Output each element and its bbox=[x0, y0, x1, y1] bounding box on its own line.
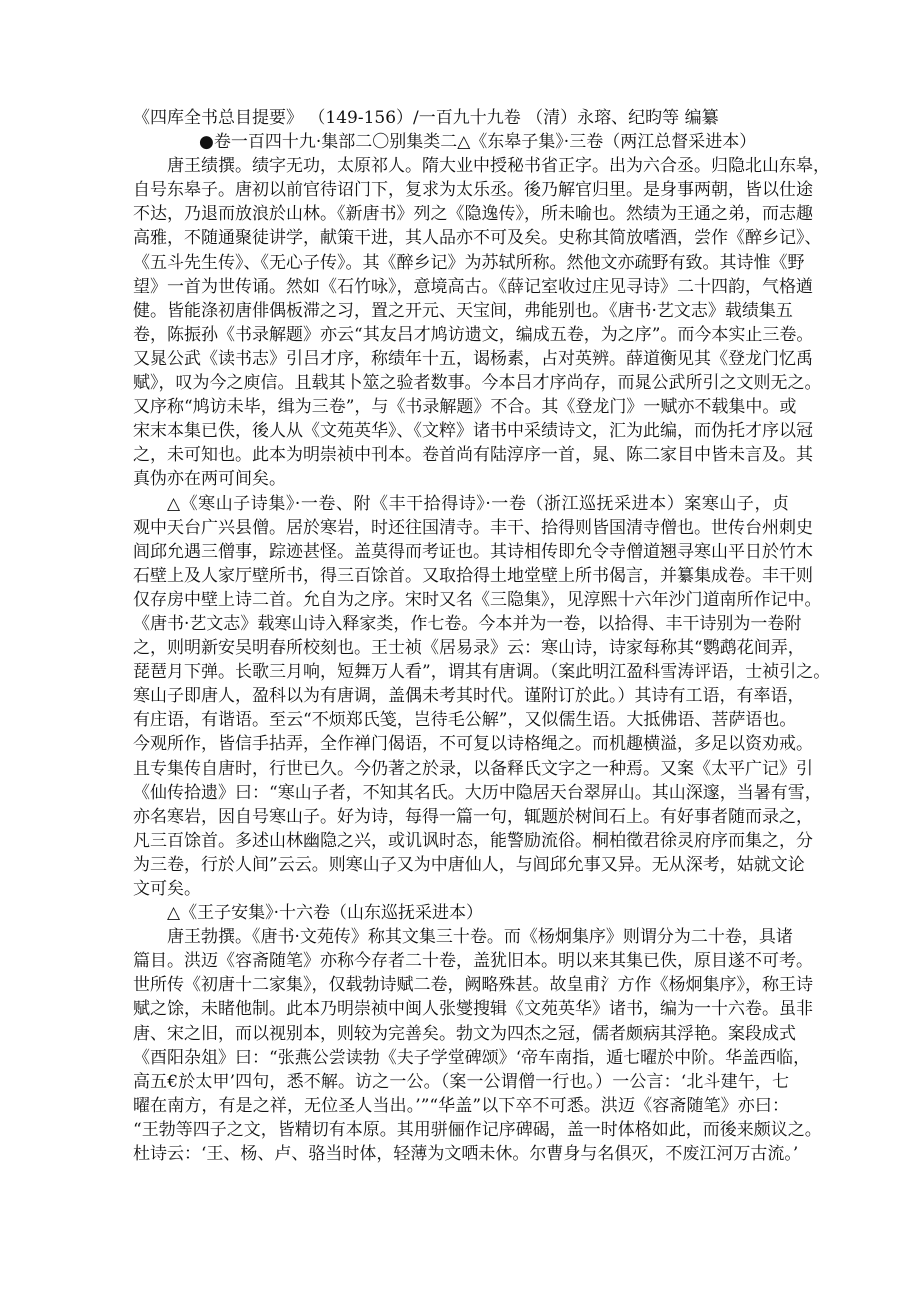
text-line: 自号东皋子。唐初以前官待诏门下，复求为太乐丞。後乃解官归里。是身事两朝，皆以仕途 bbox=[133, 180, 813, 201]
text-line: 有庄语，有谐语。至云“不烦郑氏笺，岂待毛公解”，又似儒生语。大抵佛语、菩萨语也。 bbox=[133, 710, 797, 731]
text-line: 健。皆能涤初唐俳偶板滞之习，置之开元、天宝间，弗能别也。《唐书·艺文志》载绩集五 bbox=[133, 300, 793, 321]
section-heading: ●卷一百四十九·集部二〇别集类二△《东皋子集》·三卷（两江总督采进本） bbox=[199, 132, 757, 153]
text-line: 唐、宋之旧，而以视别本，则较为完善矣。勃文为四杰之冠，儒者颇病其浮艳。案段成式 bbox=[133, 1023, 796, 1044]
text-line: 赋》，叹为今之庾信。且载其卜筮之验者数事。今本吕才序尚存，而晁公武所引之文则无之。 bbox=[133, 373, 822, 394]
text-line: 文可矣。 bbox=[133, 879, 201, 899]
text-line: 不达，乃退而放浪於山林。《新唐书》列之《隐逸传》，所未喻也。然绩为王通之弟，而志趣 bbox=[133, 204, 813, 225]
document-page bbox=[133, 106, 831, 1166]
text-line: 唐王勃撰。《唐书·文苑传》称其文集三十卷。而《杨炯集序》则谓分为二十卷，具诸 bbox=[167, 927, 793, 948]
text-line: 亦名寒岩，因自号寒山子。好为诗，每得一篇一句，辄题於树间石上。有好事者随而录之， bbox=[133, 806, 813, 827]
text-line: 琵琶月下弹。长歌三月响，短舞万人看”，谓其有唐调。（案此明江盈科雪涛评语，士祯引之。 bbox=[133, 662, 831, 683]
text-line: 凡三百馀首。多述山林幽隐之兴，或讥讽时态，能警励流俗。桐柏徵君徐灵府序而集之，分 bbox=[133, 830, 813, 851]
text-line: 唐王绩撰。绩字无功，太原祁人。隋大业中授秘书省正字。出为六合丞。归隐北山东皋， bbox=[167, 156, 830, 177]
text-line: 高雅，不随通聚徒讲学，献策干进，其人品亦不可及矣。史称其简放嗜酒，尝作《醉乡记》、 bbox=[133, 228, 822, 249]
text-line: 寒山子即唐人，盈科以为有唐调，盖偶未考其时代。谨附订於此。）其诗有工语，有率语， bbox=[133, 686, 805, 707]
text-line: 宋末本集已佚，後人从《文苑英华》、《文粹》诸书中采绩诗文，汇为此编，而伪托才序以冠 bbox=[133, 421, 813, 442]
text-line: △《王子安集》·十六卷（山东巡抚采进本） bbox=[167, 903, 483, 924]
text-line: 望》一首为世传诵。然如《石竹咏》，意境高古。《薛记室收过庄见寻诗》二十四韵，气格遒 bbox=[133, 276, 813, 297]
text-line: 曜在南方，有是之祥，无位圣人当出。’”“华盖”以下卒不可悉。洪迈《容斋随笔》亦曰： bbox=[133, 1095, 789, 1116]
text-line: 为三卷，行於人间”云云。则寒山子又为中唐仙人，与闾邱允事又异。无从深考，姑就文论 bbox=[133, 854, 805, 875]
text-line: 观中天台广兴县僧。居於寒岩，时还往国清寺。丰干、拾得则皆国清寺僧也。世传台州刺史 bbox=[133, 517, 813, 538]
text-line: 《唐书·艺文志》载寒山诗入释家类，作七卷。今本并为一卷，以拾得、丰干诗别为一卷附 bbox=[133, 613, 802, 634]
text-line: 又晁公武《读书志》引吕才序，称绩年十五，谒杨素，占对英辨。薛道衡见其《登龙门忆禹 bbox=[133, 348, 813, 369]
text-line: 闾邱允遇三僧事，踪迹甚怪。盖莫得而考证也。其诗相传即允令寺僧道翘寻寒山平日於竹木 bbox=[133, 541, 813, 562]
text-line: 又序称“鸠访未毕，缉为三卷”，与《书录解题》不合。其《登龙门》一赋亦不载集中。或 bbox=[133, 397, 797, 418]
document-header: 《四库全书总目提要》 （149-156）/一百九十九卷 （清）永瑢、纪昀等 编纂 bbox=[133, 108, 719, 128]
text-line: 高五€於太甲’四句，悉不解。访之一公。（案一公谓僧一行也。）一公言：‘北斗建午，七 bbox=[133, 1071, 789, 1092]
text-line: 赋之馀，未睹他制。此本乃明崇祯中闽人张燮搜辑《文苑英华》诸书，编为一十六卷。虽非 bbox=[133, 999, 813, 1020]
text-line: 仅存房中壁上诗二首。允自为之序。宋时又名《三隐集》，见淳熙十六年沙门道南所作记中。 bbox=[133, 589, 822, 610]
document-body bbox=[133, 154, 831, 1166]
text-line: 且专集传自唐时，行世已久。今仍著之於录，以备释氏文字之一种焉。又案《太平广记》引 bbox=[133, 758, 813, 779]
text-line: 之，未可知也。此本为明崇祯中刊本。卷首尚有陆淳序一首，晁、陈二家目中皆未言及。其 bbox=[133, 445, 813, 466]
text-line: △《寒山子诗集》·一卷、附《丰干拾得诗》·一卷（浙江巡抚采进本）案寒山子，贞 bbox=[167, 493, 789, 514]
text-line: 石壁上及人家厅壁所书，得三百馀首。又取拾得土地堂壁上所书偈言，并纂集成卷。丰干则 bbox=[133, 565, 813, 586]
text-line: 《仙传拾遗》曰：“寒山子者，不知其名氏。大历中隐居天台翠屏山。其山深邃，当暑有雪， bbox=[133, 782, 822, 803]
text-line: 篇目。洪迈《容斋随笔》亦称今存者二十卷，盖犹旧本。明以来其集已佚，原目遂不可考。 bbox=[133, 951, 813, 972]
text-line: “王勃等四子之文，皆精切有本原。其用骈俪作记序碑碣，盖一时体格如此，而後来颇议之。 bbox=[133, 1119, 822, 1140]
text-line: 卷，陈振孙《书录解题》亦云“其友吕才鸠访遗文，编成五卷，为之序”。而今本实止三卷。 bbox=[133, 324, 814, 345]
text-line: 之，则明新安吴明春所校刻也。王士祯《居易录》云：寒山诗，诗家每称其“鹦鹉花间弄， bbox=[133, 638, 805, 659]
text-line: 今观所作，皆信手拈弄，全作禅门偈语，不可复以诗格绳之。而机趣横溢，多足以资劝戒。 bbox=[133, 734, 813, 755]
text-line: 世所传《初唐十二家集》，仅载勃诗赋二卷，阙略殊甚。故皇甫氵方作《杨炯集序》，称王诗 bbox=[133, 975, 813, 996]
text-line: 真伪亦在两可间矣。 bbox=[133, 469, 286, 490]
text-line: 《五斗先生传》、《无心子传》。其《醉乡记》为苏轼所称。然他文亦疏野有致。其诗惟《野 bbox=[133, 252, 805, 273]
text-line: 《酉阳杂俎》曰：“张燕公尝读勃《夫子学堂碑颂》‘帝车南指，遁七曜於中阶。华盖西临， bbox=[133, 1047, 811, 1068]
text-line: 杜诗云：‘王、杨、卢、骆当时体，轻薄为文哂未休。尔曹身与名俱灭，不废江河万古流。’ bbox=[133, 1144, 799, 1165]
